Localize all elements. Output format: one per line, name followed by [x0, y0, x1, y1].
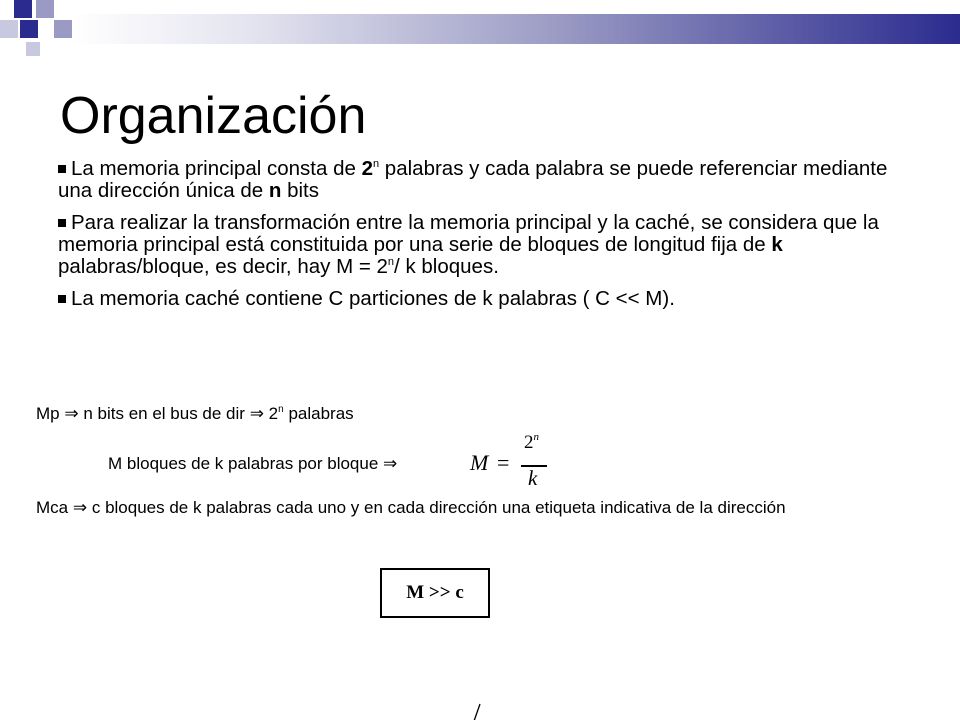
right-arrow-icon: ⇒ — [249, 404, 264, 423]
diagram-line-1: Mp ⇒ n bits en el bus de dir ⇒ 2$^n$ palabras — [36, 404, 354, 423]
formula-equals: = — [497, 450, 510, 475]
bullet-2: Para realizar la transformación entre la memoria principal y la caché, se considera que la memoria principal está constituida por una serie de bloques de longitud fija de k palabras/bloque, es decir, hay $M = 2^n/$ k bloques. — [58, 211, 879, 278]
bullet-3: La memoria caché contiene C particiones de k palabras ( C << M). — [58, 288, 908, 310]
arrow-to-box-top — [454, 704, 480, 720]
right-arrow-icon: ⇒ — [64, 404, 79, 423]
bullet-1: La memoria principal consta de 2$^n$ palabras y cada palabra se puede referenciar mediante una dirección única de n bits — [58, 157, 888, 202]
right-arrow-icon: ⇒ — [383, 454, 398, 473]
diagram-line-3: Mca ⇒ c bloques de k palabras cada uno y en cada dirección una etiqueta indicativa de la dirección — [36, 498, 786, 517]
formula-m: M — [470, 450, 489, 475]
formula-numerator: 2$^n$ — [524, 431, 539, 453]
diagram-line-2: M bloques de k palabras por bloque ⇒ — [108, 454, 398, 473]
right-arrow-icon: ⇒ — [72, 498, 88, 517]
slide-title: Organización — [60, 87, 367, 145]
formula-denominator: k — [528, 466, 538, 490]
result-box: M >> c — [380, 568, 490, 618]
